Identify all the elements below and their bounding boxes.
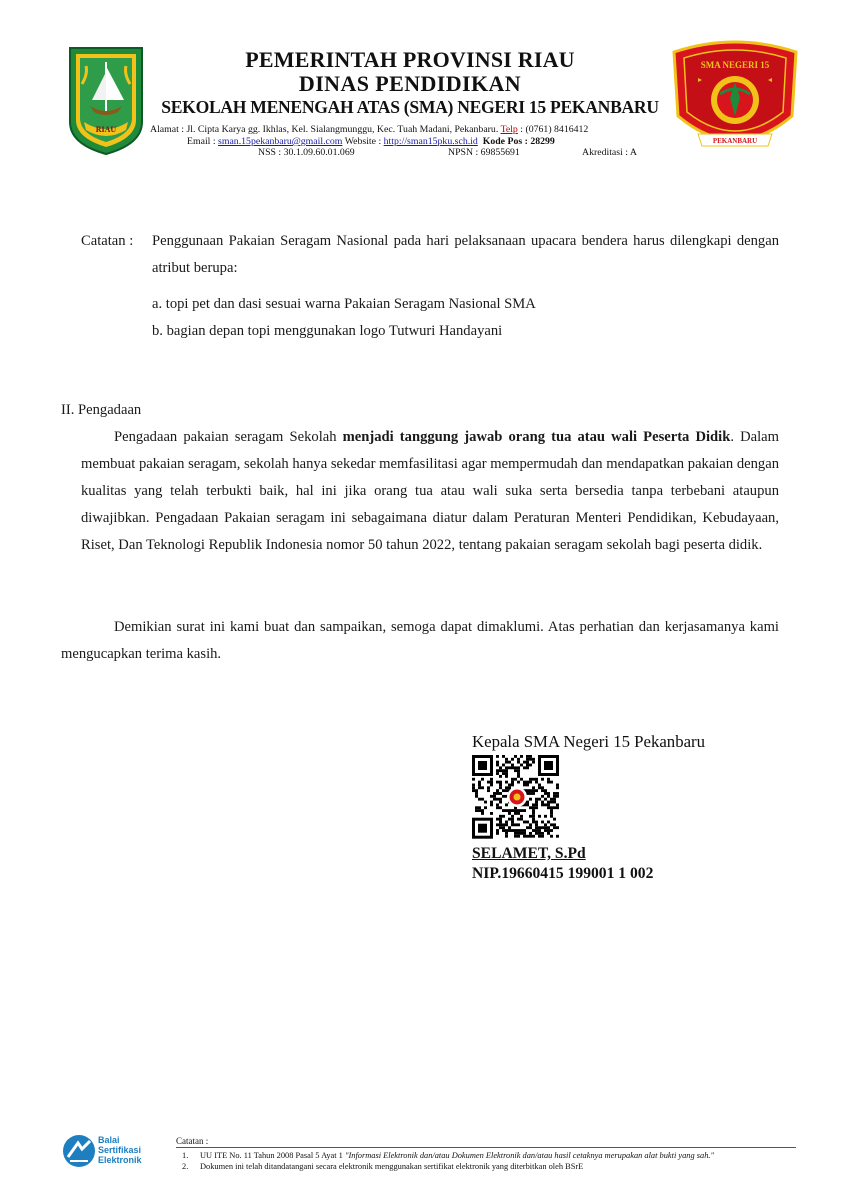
footer-divider: [176, 1147, 796, 1148]
closing-paragraph: Demikian surat ini kami buat dan sampaikan, semoga dapat dimaklumi. Atas perhatian dan kerjasamanya kami mengucapkan terima kasih.: [61, 619, 779, 662]
school-logo-bottom-text: PEKANBARU: [712, 137, 758, 145]
footer-catatan-label: Catatan :: [176, 1136, 209, 1146]
pengadaan-paragraph: [81, 424, 779, 559]
para-bold: menjadi tanggung jawab orang tua atau wali Peserta Didik: [342, 429, 731, 445]
footer-note-2-text: Dokumen ini telah ditandatangani secara elektronik menggunakan sertifikat elektronik yang diterbitkan oleh BSrE: [200, 1162, 584, 1171]
catatan-item-a: a. topi pet dan dasi sesuai warna Pakaian Seragam Nasional SMA: [152, 296, 536, 312]
section-heading-pengadaan: II. Pengadaan: [61, 402, 142, 418]
npsn-number: NPSN : 69855691: [448, 147, 520, 158]
email-link[interactable]: sman.15pekanbaru@gmail.com: [218, 136, 343, 147]
accreditation: Akreditasi : A: [582, 147, 637, 158]
footer-note-1: [182, 1151, 714, 1160]
footer-note-1-text: UU ITE No. 11 Tahun 2008 Pasal 5 Ayat 1: [200, 1151, 345, 1160]
website-link[interactable]: http://sman15pku.sch.id: [383, 136, 478, 147]
header-contact: [187, 136, 555, 147]
school-logo-top-text: SMA NEGERI 15: [700, 60, 770, 70]
bsre-line2: Sertifikasi: [98, 1145, 142, 1155]
header-department: DINAS PENDIDIKAN: [298, 71, 522, 96]
nss-number: NSS : 30.1.09.60.01.069: [258, 147, 355, 158]
catatan-text: Penggunaan Pakaian Seragam Nasional pada hari pelaksanaan upacara bendera harus dilengkapi dengan atribut berupa:: [152, 233, 779, 276]
bsre-text: [98, 1135, 142, 1165]
header-registry: [258, 147, 678, 158]
catatan-label: Catatan :: [81, 233, 134, 249]
website-label: Website :: [344, 136, 382, 147]
para-rest: . Dalam membuat pakaian seragam, sekolah hanya sekedar memfasilitasi agar mempermudah dan mendapatkan pakaian dengan kualitas yang telah terbukti baik, hal ini jika orang tua atau wali suka serta bersedia tanpa terbebani ataupun diwajibkan. Pengadaan Pakaian seragam ini sebagaimana diatur dalam Peraturan Menteri Pendidikan, Kebudayaan, Riset, Dan Teknologi Republik Indonesia nomor 50 tahun 2022, tentang pakaian seragam sekolah bagi peserta didik.: [81, 429, 779, 553]
bsre-emblem-icon: [62, 1133, 96, 1169]
catatan-item-b: b. bagian depan topi menggunakan logo Tutwuri Handayani: [152, 323, 503, 339]
riau-logo-text: RIAU: [95, 125, 117, 134]
address-text: Alamat : Jl. Cipta Karya gg. Ikhlas, Kel. Sialangmunggu, Kec. Tuah Madani, Pekanbaru.: [150, 124, 499, 135]
footer-note-1-quote: "Informasi Elektronik dan/atau Dokumen Elektronik dan/atau hasil cetaknya merupakan alat bukti yang sah.": [344, 1151, 714, 1160]
header-address: [150, 124, 588, 135]
para-start: Pengadaan pakaian seragam Sekolah: [114, 429, 343, 445]
riau-province-logo: [66, 44, 146, 156]
footer-note-2-number: 2.: [182, 1162, 189, 1171]
email-label: Email :: [187, 136, 216, 147]
signatory-nip: NIP.19660415 199001 1 002: [472, 865, 654, 882]
signatory-name: SELAMET, S.Pd: [472, 845, 586, 862]
signature-title: Kepala SMA Negeri 15 Pekanbaru: [472, 732, 706, 751]
bsre-line3: Elektronik: [98, 1155, 142, 1165]
footer-note-1-number: 1.: [182, 1151, 189, 1160]
sma15-school-logo: [668, 38, 802, 158]
bsre-line1: Balai: [98, 1135, 120, 1145]
tel-label: Telp: [500, 124, 518, 135]
postal-code: Kode Pos : 28299: [482, 136, 555, 147]
tel-value: : (0761) 8416412: [520, 124, 589, 135]
qr-code: [472, 755, 562, 841]
header-government: PEMERINTAH PROVINSI RIAU: [245, 47, 575, 72]
header-school-name: SEKOLAH MENENGAH ATAS (SMA) NEGERI 15 PEKANBARU: [161, 97, 659, 117]
footer-note-2: [182, 1162, 583, 1171]
